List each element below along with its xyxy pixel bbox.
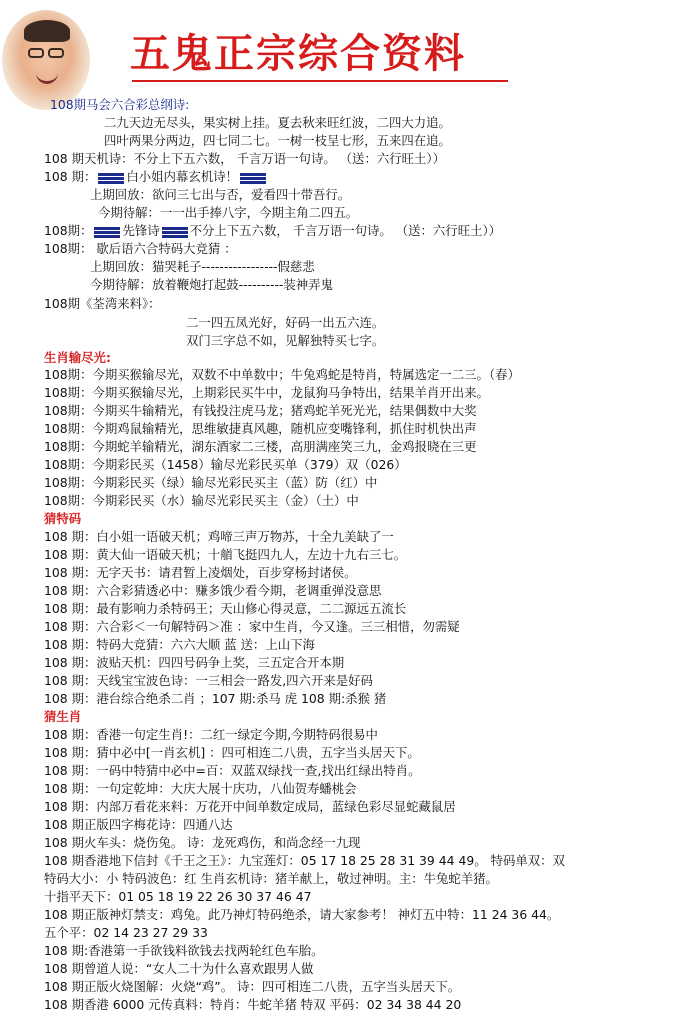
text-line: 108期：今期彩民买（绿）输尽光彩民买主（蓝）防（红）中 [44, 475, 378, 490]
text-line: 108 期正版神灯禁支：鸡兔。此乃神灯特码绝杀，请大家参考！ 神灯五中特：11 24 36 44。 [44, 907, 560, 922]
divider-bars-icon [98, 173, 124, 183]
text-line: 108 期：六合彩猜透必中：赚多饿少看今期，老调重弹没意思 [44, 583, 382, 598]
text-line: 108 期：黄大仙一语破天机；十艏飞挺四九人，左边十九右三七。 [44, 547, 407, 562]
section-heading: 生肖输尽光: [44, 350, 111, 365]
divider-bars-icon [240, 173, 266, 183]
text-line: 108 期香港 6000 元传真料：特肖：牛蛇羊猪 特双 平码：02 34 38 44 20 [44, 997, 462, 1012]
text-line: 108 期：特码大竞猜：六六大顺 蓝 送：上山下海 [44, 637, 315, 652]
text-line: 108期：今期买牛输精光，有钱投注虎马龙；猪鸡蛇羊死光光，结果偶数中大奖 [44, 403, 477, 418]
text-line [44, 169, 268, 185]
text-line: 108 期正版火烧图解：火烧“鸡”。 诗：四可相连二八贵，五字当头居天下。 [44, 979, 461, 994]
text-line: 五个平：02 14 23 27 29 33 [44, 925, 208, 940]
text-line: 108期：今期彩民买（1458）输尽光彩民买单（379）双（026） [44, 457, 407, 472]
text-line: 108 期：内部万看花来料：万花开中间单数定成局，蓝绿色彩尽显蛇藏鼠居 [44, 799, 456, 814]
section-heading: 猜生肖 [44, 709, 82, 724]
line-prefix: 108 期： [44, 169, 97, 184]
divider-bars-icon [162, 227, 188, 237]
line-prefix: 108期： [44, 223, 93, 238]
text-line: 今期待解：一一出手捧八字，今期主角二四五。 [98, 205, 359, 220]
text-line: 四叶两果分两边，四七同二七。一树一枝呈七形，五来四在追。 [104, 133, 451, 148]
text-line: 108期： 歇后语六合特码大竞猜 ： [44, 241, 237, 256]
text-line: 108 期火车头：烧伤兔。 诗：龙死鸡伤，和尚念经一九现 [44, 835, 361, 850]
text-line: 二九天边无尽头，果实树上挂。夏去秋来旺红波，二四大力追。 [104, 115, 451, 130]
text-line: 108 期：天线宝宝波色诗：一三相会一路发,四六开来是好码 [44, 673, 373, 688]
text-line: 108 期曾道人说：“女人二十为什么喜欢跟男人做 [44, 961, 314, 976]
divider-bars-icon [94, 227, 120, 237]
text-line: 108 期：波贴天机：四四号码争上奖，三五定合开本期 [44, 655, 345, 670]
text-line: 108期马会六合彩总纲诗: [50, 97, 190, 112]
text-line: 双门三字总不如，见解独特买七字。 [186, 333, 385, 348]
text-line: 108 期:香港第一手欲钱料欲钱去找两轮红色车胎。 [44, 943, 324, 958]
text-line: 特码大小：小 特码波色：红 生肖玄机诗：猪羊献上，敬过神明。主：牛兔蛇羊猪。 [44, 871, 498, 886]
text-line [44, 223, 501, 239]
text-line: 上期回放：欲问三七出与否，爱看四十带吾行。 [90, 187, 351, 202]
text-line: 108 期：香港一句定生肖!：二红一绿定今期,今期特码很易中 [44, 727, 378, 742]
text-line: 108 期：最有影响力杀特码王；天山修心得灵意，二二源远五流长 [44, 601, 407, 616]
text-line: 今期待解：放着鞭炮打起鼓----------装神弄鬼 [90, 277, 333, 292]
page-title: 五鬼正宗综合资料 [130, 30, 466, 77]
text-line: 108期：今期买猴输尽光，双数不中单数中；牛兔鸡蛇是特肖，特属选定一二三。（春） [44, 367, 520, 382]
text-line: 十指平天下：01 05 18 19 22 26 30 37 46 47 [44, 889, 312, 904]
text-line: 108 期香港地下信封《千王之王》：九宝莲灯：05 17 18 25 28 31 39 44 49。 特码单双：双 [44, 853, 565, 868]
text-line: 108 期：一句定乾坤：大庆大展十庆功，八仙贺寿蟠桃会 [44, 781, 357, 796]
line-text: 不分上下五六数， 千言万语一句诗。 （送：六行旺土）） [189, 223, 502, 238]
text-line: 108 期：猜中必中[一肖玄机] ：四可相连二八贵，五字当头居天下。 [44, 745, 420, 760]
text-line: 108 期：六合彩＜一句解特码＞准 ：家中生肖，今又逢。三三相惜，勿需疑 [44, 619, 460, 634]
text-line: 108期《荃湾来料》： [44, 296, 161, 311]
text-line: 108期：今期彩民买（水）输尽光彩民买主（金）（土）中 [44, 493, 359, 508]
text-line: 二一四五凤光好，好码一出五六连。 [186, 315, 385, 330]
text-line: 108 期：一码中特猜中必中=百：双蓝双绿找一查,找出红绿出特肖。 [44, 763, 421, 778]
line-label: 先锋诗 [122, 223, 160, 238]
text-line: 108期：今期买猴输尽光，上期彩民买牛中，龙鼠狗马争特出，结果羊肖开出来。 [44, 385, 489, 400]
text-line: 108 期正版四字梅花诗：四通八达 [44, 817, 233, 832]
text-line: 108 期天机诗：不分上下五六数， 千言万语一句诗。 （送：六行旺土）） [44, 151, 445, 166]
text-line: 108 期：港台综合绝杀二肖 ；107 期:杀马 虎 108 期:杀猴 猪 [44, 691, 387, 706]
text-line: 108期：今期蛇羊输精光，湖东酒家二三楼，高朋满座笑三九，金鸡报晓在三更 [44, 439, 477, 454]
text-line: 上期回放：猫哭耗子-----------------假慈悲 [90, 259, 315, 274]
line-label: 白小姐内幕玄机诗！ [126, 169, 238, 184]
text-line: 108期：今期鸡鼠输精光，思维敏捷真风趣，随机应变嘴锋利，抓住时机快出声 [44, 421, 477, 436]
section-heading: 猜特码 [44, 511, 82, 526]
text-line: 108 期：白小姐一语破天机；鸡啼三声万物苏，十全九美缺了一 [44, 529, 394, 544]
text-line: 108 期：无字天书：请君暂上凌烟处，百步穿杨封诸侯。 [44, 565, 357, 580]
